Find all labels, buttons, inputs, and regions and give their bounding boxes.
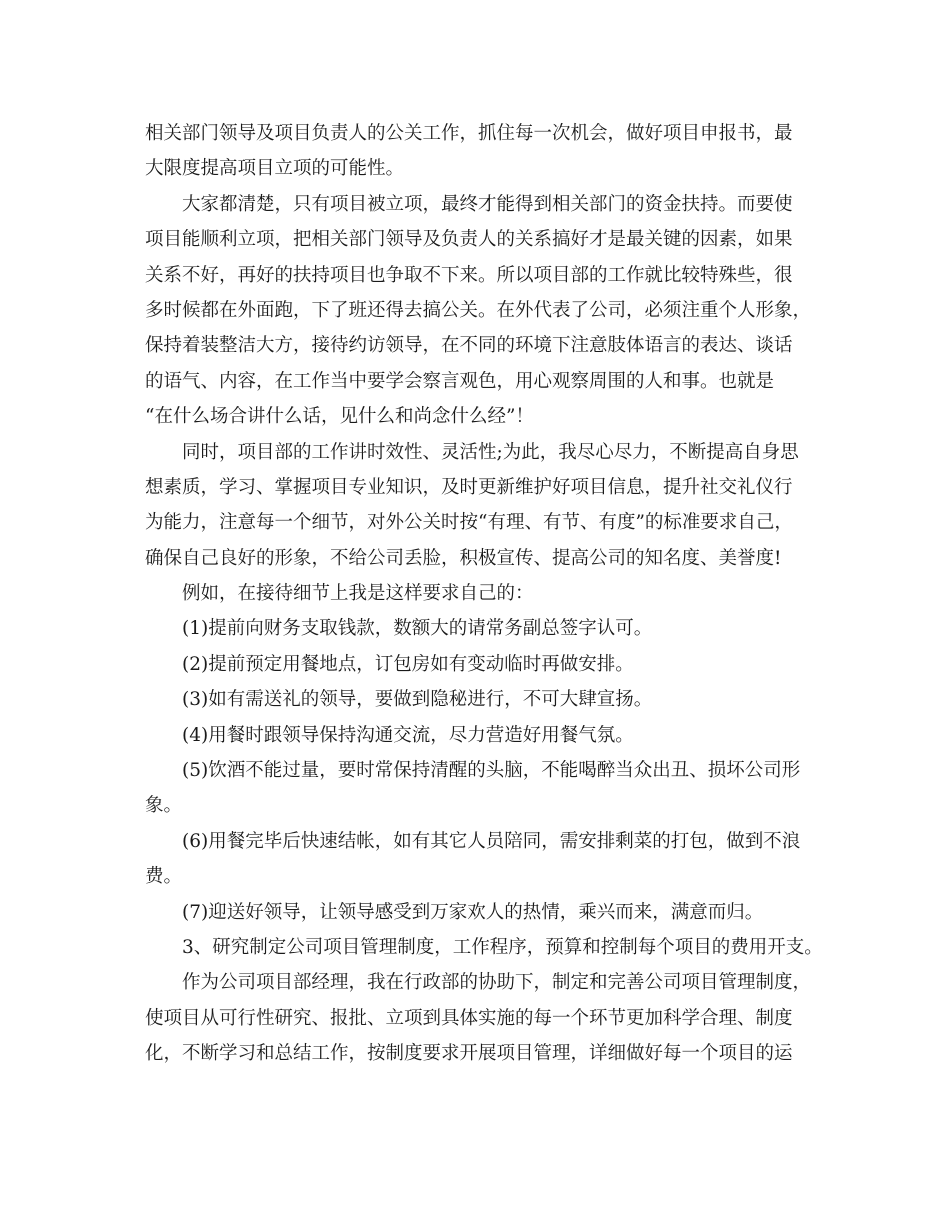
text-line: 例如，在接待细节上我是这样要求自己的：	[182, 583, 534, 605]
text-line: 关系不好，再好的扶持项目也争取不下来。所以项目部的工作就比较特殊些，很	[145, 264, 793, 286]
text-line: (2)提前预定用餐地点，订包房如有变动临时再做安排。	[182, 653, 634, 675]
text-line: 多时候都在外面跑，下了班还得去搞公关。在外代表了公司，必须注重个人形象，	[145, 299, 812, 321]
text-line: 确保自己良好的形象，不给公司丢脸，积极宣传、提高公司的知名度、美誉度!	[145, 547, 782, 569]
text-line: (1)提前向财务支取钱款，数额大的请常务副总签字认可。	[182, 618, 653, 640]
text-line: “在什么场合讲什么话，见什么和尚念什么经”！	[145, 406, 534, 428]
text-line: 使项目从可行性研究、报批、立项到具体实施的每一个环节更加科学合理、制度	[145, 1007, 793, 1029]
text-line: (5)饮酒不能过量，要时常保持清醒的头脑，不能喝醉当众出丑、损坏公司形	[182, 760, 801, 782]
text-line: 项目能顺利立项，把相关部门领导及负责人的关系搞好才是最关键的因素，如果	[145, 229, 793, 251]
text-line: (3)如有需送礼的领导，要做到隐秘进行，不可大肆宣扬。	[182, 689, 653, 711]
text-line: (4)用餐时跟领导保持沟通交流，尽力营造好用餐气氛。	[182, 724, 634, 746]
text-line: 同时，项目部的工作讲时效性、灵活性;为此，我尽心尽力，不断提高自身思	[182, 441, 799, 463]
text-line: 为能力，注意每一个细节，对外公关时按“有理、有节、有度”的标准要求自己，	[145, 512, 793, 534]
text-line: 大家都清楚，只有项目被立项，最终才能得到相关部门的资金扶持。而要使	[182, 193, 793, 215]
text-line: 大限度提高项目立项的可能性。	[145, 158, 405, 180]
text-line: 费。	[145, 866, 183, 888]
text-line: 保持着装整洁大方，接待约访领导，在不同的环境下注意肢体语言的表达、谈话	[145, 335, 793, 357]
document-body	[145, 116, 823, 1072]
text-line: (7)迎送好领导，让领导感受到万家欢人的热情，乘兴而来，满意而归。	[182, 901, 764, 923]
text-line: 象。	[145, 795, 183, 817]
text-line: 相关部门领导及项目负责人的公关工作，抓住每一次机会，做好项目申报书，最	[145, 123, 793, 144]
text-line: 化，不断学习和总结工作，按制度要求开展项目管理，详细做好每一个项目的运	[145, 1043, 793, 1065]
text-line: 作为公司项目部经理，我在行政部的协助下，制定和完善公司项目管理制度，	[182, 972, 812, 994]
text-line: 想素质，学习、掌握项目专业知识，及时更新维护好项目信息，提升社交礼仪行	[145, 476, 793, 498]
text-line: 的语气、内容，在工作当中要学会察言观色，用心观察周围的人和事。也就是	[145, 370, 775, 392]
text-line: 3、研究制定公司项目管理制度，工作程序，预算和控制每个项目的费用开支。	[182, 936, 823, 958]
text-line: (6)用餐完毕后快速结帐，如有其它人员陪同，需安排剩菜的打包，做到不浪	[182, 830, 801, 852]
